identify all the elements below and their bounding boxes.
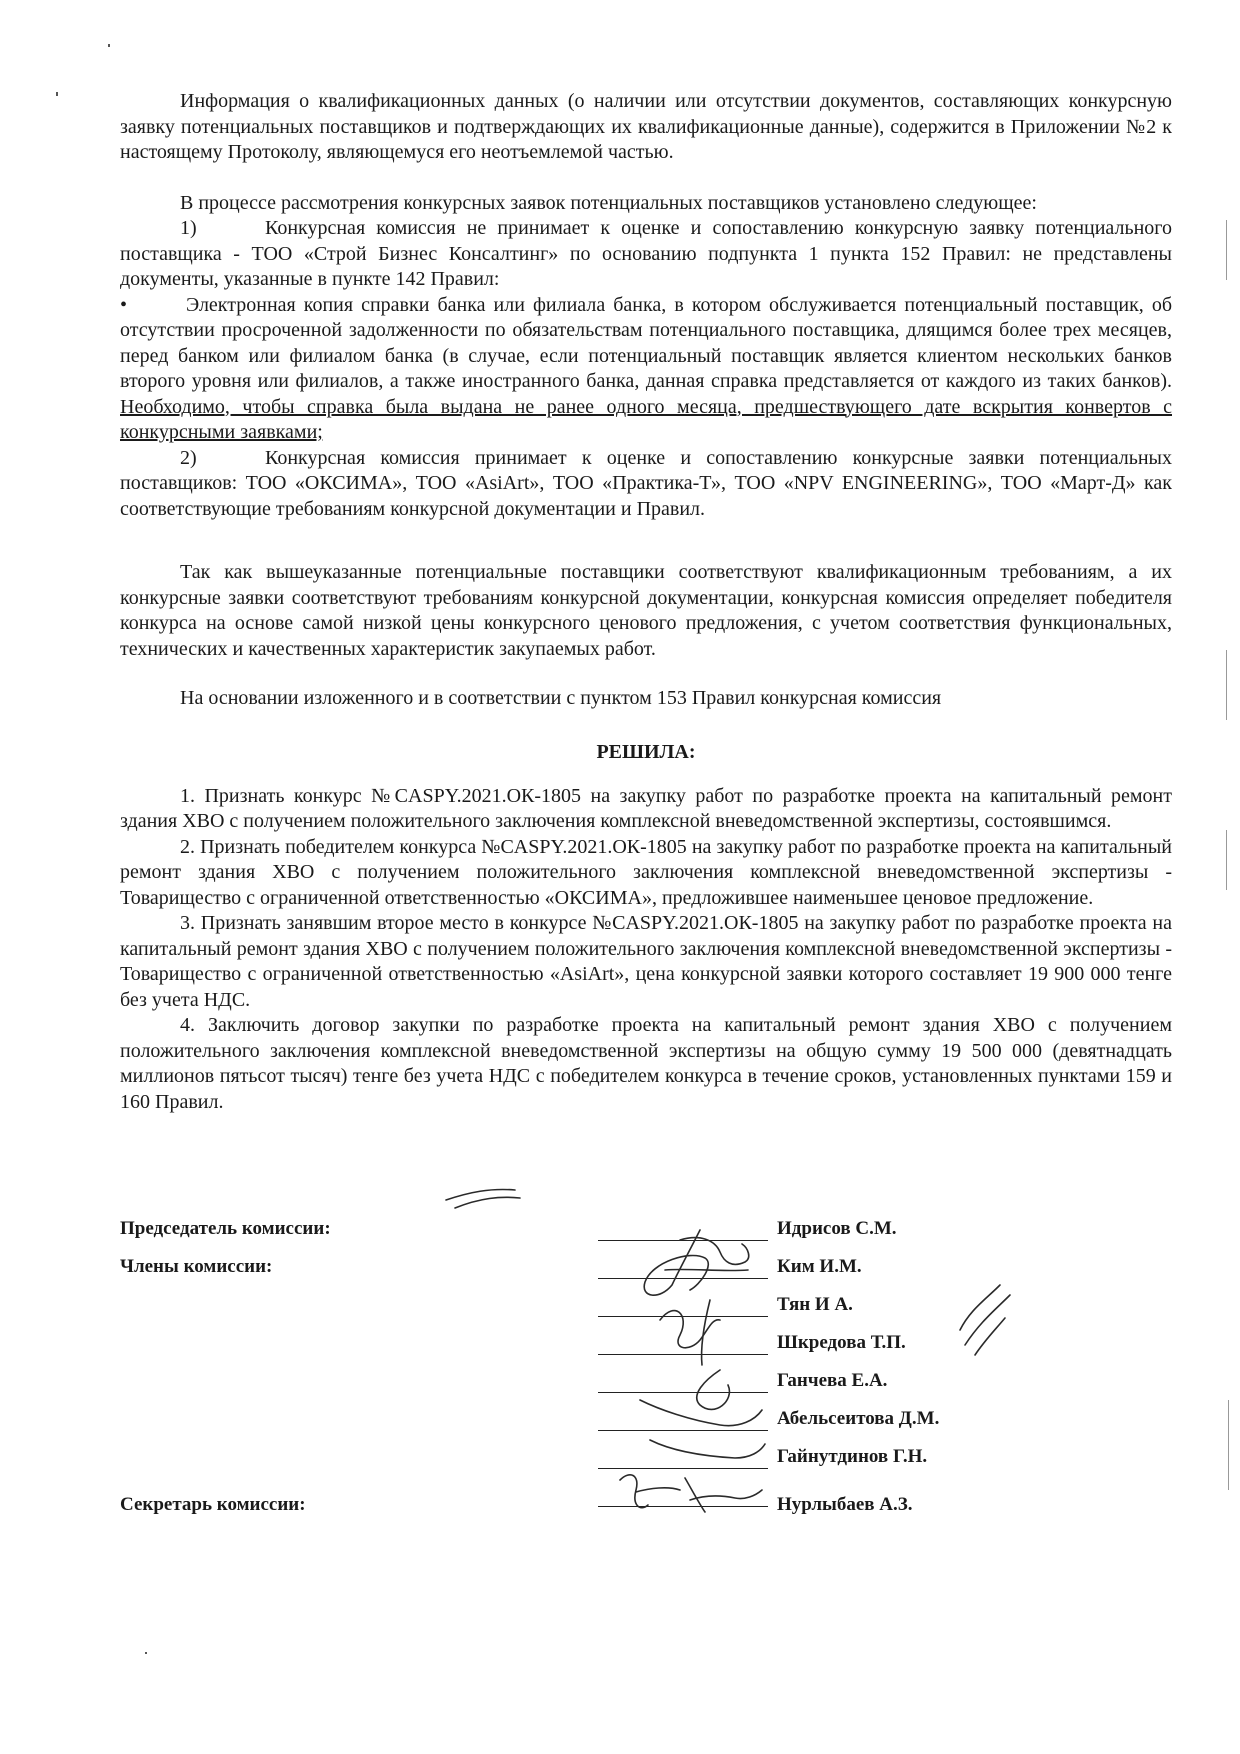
finding-item-1-text: Конкурсная комиссия не принимает к оценке и сопоставлению конкурсную заявку потенциального поставщика - ТОО «Строй Бизнес Консалтинг» по основанию подпункта 1 пункта 152 Правил: не представлены документы, указанные в пункте 142 Правил:: [120, 217, 1172, 290]
signature-stroke: [685, 1478, 762, 1512]
signature-stroke: [446, 1189, 520, 1208]
grounds-paragraph: На основании изложенного и в соответствии с пунктом 153 Правил конкурсная комиссия: [180, 687, 942, 709]
decision-item-4: 4. Заключить договор закупки по разработке проекта на капитальный ремонт здания ХВО с получением положительного заключения комплексной вневедомственной экспертизы на общую сумму 19 500 000 (девятнадцать миллионов пятьсот тысяч) тенге без учета НДС с победителем конкурса в течение сроков, установленных пунктами 159 и 160 Правил.: [120, 1014, 1172, 1113]
members-label: Члены комиссии:: [120, 1256, 273, 1277]
signature-stroke: [665, 1269, 748, 1270]
decision-item-1: 1. Признать конкурс №CASPY.2021.ОК-1805 на закупку работ по разработке проекта на капитальный ремонт здания ХВО с получением положительного заключения комплексной вневедомственной экспертизы, состоявшимся.: [120, 784, 1172, 832]
signature-stroke: [650, 1440, 765, 1458]
member-name: Тян И А.: [777, 1294, 853, 1315]
member-name: Абельсеитова Д.М.: [777, 1408, 940, 1429]
member-name: Гайнутдинов Г.Н.: [777, 1446, 928, 1467]
bullet-icon: •: [120, 293, 128, 316]
signature-stroke: [680, 1238, 749, 1265]
qualification-paragraph: Информация о квалификационных данных (о наличии или отсутствии документов, составляющих конкурсную заявку потенциальных поставщиков и подтверждающих их квалификационные данные), содержится в Приложении №2 к настоящему Протоколу, являющемуся его неотъемлемой частью.: [120, 90, 1172, 163]
secretary-label: Секретарь комиссии:: [120, 1494, 306, 1515]
member-name: Нурлыбаев А.З.: [777, 1494, 913, 1515]
signature-stroke: [697, 1370, 730, 1409]
bullet-underlined-text: Необходимо, чтобы справка была выдана не ранее одного месяца, предшествующего дате вскрытия конвертов с конкурсными заявками;: [120, 395, 1172, 443]
member-name: Ганчева Е.А.: [777, 1370, 888, 1391]
member-name: Шкредова Т.П.: [777, 1332, 906, 1353]
member-name: Идрисов С.М.: [777, 1218, 897, 1239]
finding-item-1-number: 1): [180, 217, 197, 239]
decision-heading: РЕШИЛА:: [596, 741, 696, 763]
chairman-label: Председатель комиссии:: [120, 1218, 331, 1239]
signature-stroke: [660, 1311, 720, 1348]
signature-stroke: [644, 1230, 708, 1295]
winner-basis-paragraph: Так как вышеуказанные потенциальные поставщики соответствуют квалификационным требованиям, а их конкурсные заявки соответствуют требованиям конкурсной документации, конкурсная комиссия определяет победителя конкурса на основе самой низкой цены конкурсного ценового предложения, с учетом соответствия функциональных, технических и качественных характеристик закупаемых работ.: [120, 561, 1172, 660]
review-intro-paragraph: В процессе рассмотрения конкурсных заявок потенциальных поставщиков установлено следующее:: [180, 191, 1037, 214]
member-name: Ким И.М.: [777, 1256, 862, 1277]
finding-item-2-number: 2): [180, 446, 197, 469]
decision-item-2: 2. Признать победителем конкурса №CASPY.2021.ОК-1805 на закупку работ по разработке проекта на капитальный ремонт здания ХВО с получением положительного заключения комплексной вневедомственной экспертизы - Товарищество с ограниченной ответственностью «ОКСИМА», предложившее наименьшее ценовое предложение.: [120, 835, 1172, 909]
finding-item-2-text: Конкурсная комиссия принимает к оценке и сопоставлению конкурсные заявки потенциальных поставщиков: ТОО «ОКСИМА», ТОО «AsiArt», ТОО «Практика-Т», ТОО «NPV ENGINEERING», ТОО «Март-Д» как соответствующие требованиям конкурсной документации и Правил.: [120, 446, 1172, 520]
signature-stroke: [620, 1475, 680, 1508]
signature-stroke: [640, 1400, 762, 1426]
decision-item-3: 3. Признать занявшим второе место в конкурсе №CASPY.2021.ОК-1805 на закупку работ по разработке проекта на капитальный ремонт здания ХВО с получением положительного заключения комплексной вневедомственной экспертизы - Товарищество с ограниченной ответственностью «AsiArt», цена конкурсной заявки которого составляет 19 900 000 тенге без учета НДС.: [120, 912, 1172, 1011]
bullet-text: Электронная копия справки банка или филиала банка, в котором обслуживается потенциальный поставщик, об отсутствии просроченной задолженности по обязательствам потенциального поставщика, длящимся более трех месяцев, перед банком или филиалом банка (в случае, если потенциальный поставщик является клиентом нескольких банков второго уровня или филиалов, а также иностранного банка, данная справка представляется от каждого из таких банков).: [120, 293, 1172, 392]
signature-stroke: [960, 1285, 1010, 1355]
